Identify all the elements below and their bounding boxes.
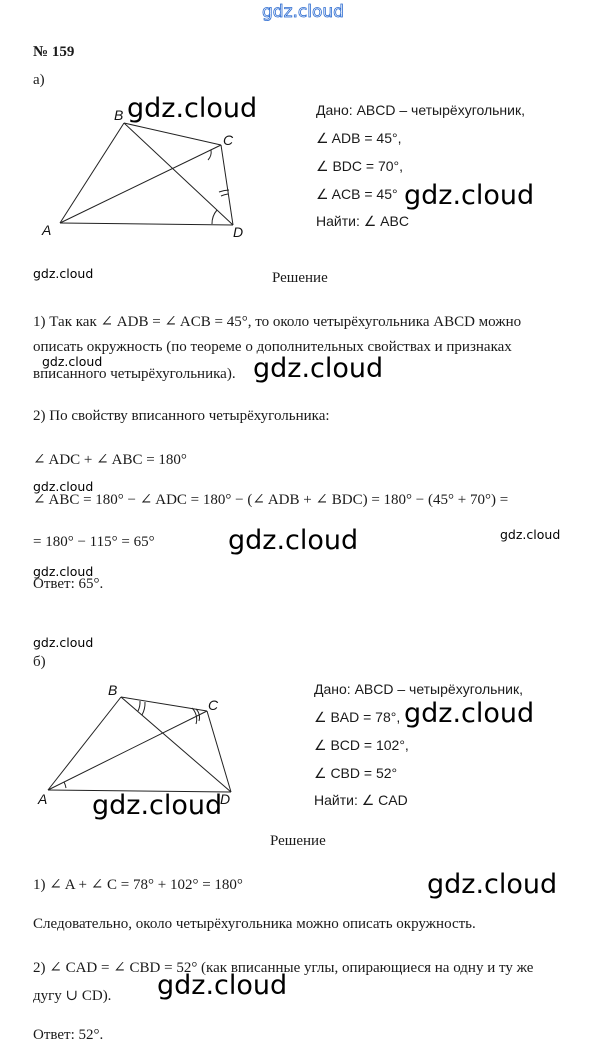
watermark-big: gdz.cloud — [404, 180, 535, 211]
watermark-big: gdz.cloud — [427, 869, 558, 900]
solution-a-answer: Ответ: 65°. — [33, 576, 104, 592]
vertex-c-label: C — [223, 132, 234, 148]
solution-a-step1-line3: вписанного четырёхугольника). — [33, 366, 236, 382]
watermark-small: gdz.cloud — [33, 635, 94, 650]
watermark-big: gdz.cloud — [253, 353, 384, 384]
site-header-watermark: gdz.cloud — [262, 2, 344, 22]
solution-b-answer: Ответ: 52°. — [33, 1027, 104, 1043]
solution-a-step1-line2: описать окружность (по теореме о дополнительных свойствах и признаках — [33, 339, 512, 355]
watermark-big: gdz.cloud — [127, 93, 258, 124]
watermark-small: gdz.cloud — [33, 479, 94, 494]
watermark-big: gdz.cloud — [157, 970, 288, 1001]
vertex-c-label: C — [208, 697, 219, 713]
watermark-small: gdz.cloud — [500, 527, 561, 542]
solution-b-title: Решение — [270, 833, 326, 849]
vertex-b-label: B — [108, 682, 118, 698]
side-cd — [207, 711, 231, 792]
solution-a-title: Решение — [272, 270, 328, 286]
angle-arc-bad — [64, 782, 66, 788]
solution-b-step2-line1: 2) ∠ CAD = ∠ CBD = 52° (как вписанные углы, опирающиеся на одну и ту же — [33, 960, 534, 976]
solution-a-step1-line1: 1) Так как ∠ ADB = ∠ ACB = 45°, то около четырёхугольника ABCD можно — [33, 314, 522, 330]
side-ad — [60, 223, 233, 225]
part-a-label: а) — [33, 72, 45, 88]
given-b-line-4: ∠ CBD = 52° — [314, 765, 398, 781]
solution-b-step1: 1) ∠ A + ∠ C = 78° + 102° = 180° — [33, 877, 243, 893]
solution-a-eq2: ∠ ABC = 180° − ∠ ADC = 180° − (∠ ADB + ∠ BDC) = 180° − (45° + 70°) = — [33, 492, 509, 508]
vertex-d-label: D — [233, 224, 244, 240]
solution-b-step2-line2: дугу ∪ CD). — [33, 988, 112, 1004]
solution-a-eq1: ∠ ADC + ∠ ABC = 180° — [33, 452, 187, 468]
vertex-a-label: A — [42, 222, 52, 238]
solution-b-conclusion: Следовательно, около четырёхугольника можно описать окружность. — [33, 916, 476, 932]
given-a-line-4: ∠ ACB = 45° — [316, 186, 398, 202]
given-a-line-2: ∠ ADB = 45°, — [316, 130, 402, 146]
watermark-small: gdz.cloud — [33, 266, 94, 281]
given-a-line-1: Дано: ABCD – четырёхугольник, — [316, 102, 525, 118]
diagonal-ac — [60, 145, 221, 223]
given-b-line-2: ∠ BAD = 78°, — [314, 709, 401, 725]
angle-arc-bdc — [221, 194, 228, 196]
watermark-big: gdz.cloud — [92, 790, 223, 821]
given-b-line-5: Найти: ∠ CAD — [314, 792, 408, 808]
side-bc — [121, 697, 207, 711]
angle-arc-adb — [212, 210, 217, 224]
figure-b-quadrilateral — [34, 678, 264, 808]
side-bc — [124, 123, 221, 145]
side-ab — [48, 697, 121, 790]
watermark-big: gdz.cloud — [404, 698, 535, 729]
diagonal-bd — [124, 123, 233, 225]
given-a-line-5: Найти: ∠ ABC — [316, 213, 409, 229]
solution-a-step2: 2) По свойству вписанного четырёхугольника: — [33, 408, 330, 424]
side-cd — [221, 145, 233, 225]
given-a-line-3: ∠ BDC = 70°, — [316, 158, 404, 174]
part-b-label: б) — [33, 654, 46, 670]
problem-number: № 159 — [33, 44, 75, 60]
solution-a-eq3: = 180° − 115° = 65° — [33, 534, 155, 550]
vertex-d-label: D — [220, 791, 231, 807]
watermark-small: gdz.cloud — [42, 354, 103, 369]
vertex-a-label: A — [38, 791, 48, 807]
watermark-small: gdz.cloud — [33, 564, 94, 579]
given-b-line-1: Дано: ABCD – четырёхугольник, — [314, 681, 523, 697]
vertex-b-label: B — [114, 107, 124, 123]
watermark-big: gdz.cloud — [228, 525, 359, 556]
angle-arc-cbd-2 — [142, 702, 145, 715]
given-b-line-3: ∠ BCD = 102°, — [314, 737, 409, 753]
angle-arc-cbd-1 — [138, 701, 140, 711]
